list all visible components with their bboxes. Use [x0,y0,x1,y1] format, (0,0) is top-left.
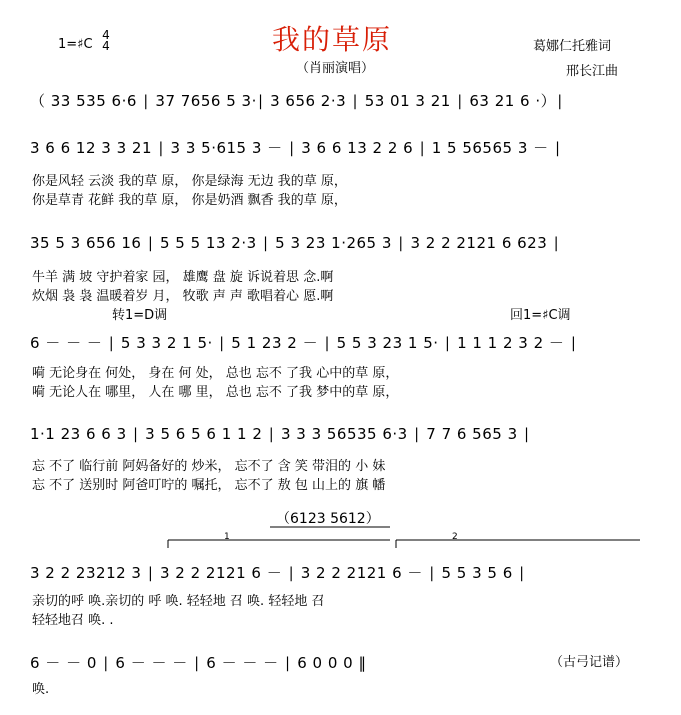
key-change-d: 转1=D调 [112,308,168,323]
transcriber-credit: （古弓记谱） [550,655,629,670]
notes: 3 2 2 23212 3 ∣ 3 2 2 2121 6 － ∣ 3 2 2 2121 6 － ∣ 5 5 3 5 6 ∣ [30,564,527,582]
notes: 1·1 23 6 6 3 ∣ 3 5 6 5 6 1 1 2 ∣ 3 3 3 56535 6·3 ∣ 7 7 6 565 3 ∣ [30,425,531,443]
volta-2: 2 [452,532,458,542]
lyricist-credit: 葛娜仁托雅词 [533,39,612,54]
lyric-verse-1: 亲切的呼 唤.亲切的 呼 唤. 轻轻地 召 唤. 轻轻地 召 [32,594,325,609]
lyric-verse-2: 你是草青 花鲜 我的草 原， 你是奶酒 飘香 我的草 原， [32,193,347,208]
lyric-verse-1: 你是风轻 云淡 我的草 原， 你是绿海 无边 我的草 原， [32,174,347,189]
time-top: 4 [102,28,110,42]
lyric-verse-1: 忘 不了 临行前 阿妈备好的 炒米， 忘不了 含 笑 带泪的 小 妹 [32,459,386,474]
notes: 3 6 6 12 3 3 21 ∣ 3 3 5·615 3 － ∣ 3 6 6 13 2 2 6 ∣ 1 5 56565 3 － ∣ [30,139,562,157]
lyric-verse-2: 轻轻地召 唤. . [32,613,114,628]
time-bottom: 4 [102,39,110,53]
lyric-verse-2: 炊烟 袅 袅 温暖着岁 月， 牧歌 声 声 歌唱着心 愿.啊 [32,289,334,304]
lyric-verse-2: 忘 不了 送别时 阿爸叮咛的 嘱托， 忘不了 敖 包 山上的 旗 幡 [32,478,386,493]
notes: 35 5 3 656 16 ∣ 5 5 5 13 2·3 ∣ 5 3 23 1·265 3 ∣ 3 2 2 2121 6 623 ∣ [30,234,561,252]
volta-1: 1 [224,532,230,542]
lyric-verse-1: 牛羊 满 坡 守护着家 园， 雄鹰 盘 旋 诉说着思 念.啊 [32,270,334,285]
lyric-verse-1: 唤. [32,682,50,697]
key-change-back: 回1=♯C调 [510,308,571,323]
notes: （ 33 535 6·6 ∣ 37 7656 5 3·∣ 3 656 2·3 ∣ 53 01 3 21 ∣ 63 21 6 ·）∣ [30,92,565,110]
singer-credit: （肖丽演唱） [296,61,375,76]
composer-credit: 邢长江曲 [566,64,619,79]
notes: 6 － － 0 ∣ 6 － － － ∣ 6 － － － ∣ 6 0 0 0 ‖ [30,654,367,672]
key-signature: 1=♯C [58,37,93,52]
notes: 6 － － － ∣ 5 3 3 2 1 5· ∣ 5 1 23 2 － ∣ 5 5 3 23 1 5· ∣ 1 1 1 2 3 2 － ∣ [30,334,578,352]
lyric-verse-2: 嗬 无论人在 哪里， 人在 哪 里， 总也 忘不 了我 梦中的草 原， [32,385,399,400]
lyric-verse-1: 嗬 无论身在 何处， 身在 何 处， 总也 忘不 了我 心中的草 原， [32,366,399,381]
page-title: 我的草原 [272,23,393,56]
interlude-bracket: （6123 5612） [276,511,380,527]
